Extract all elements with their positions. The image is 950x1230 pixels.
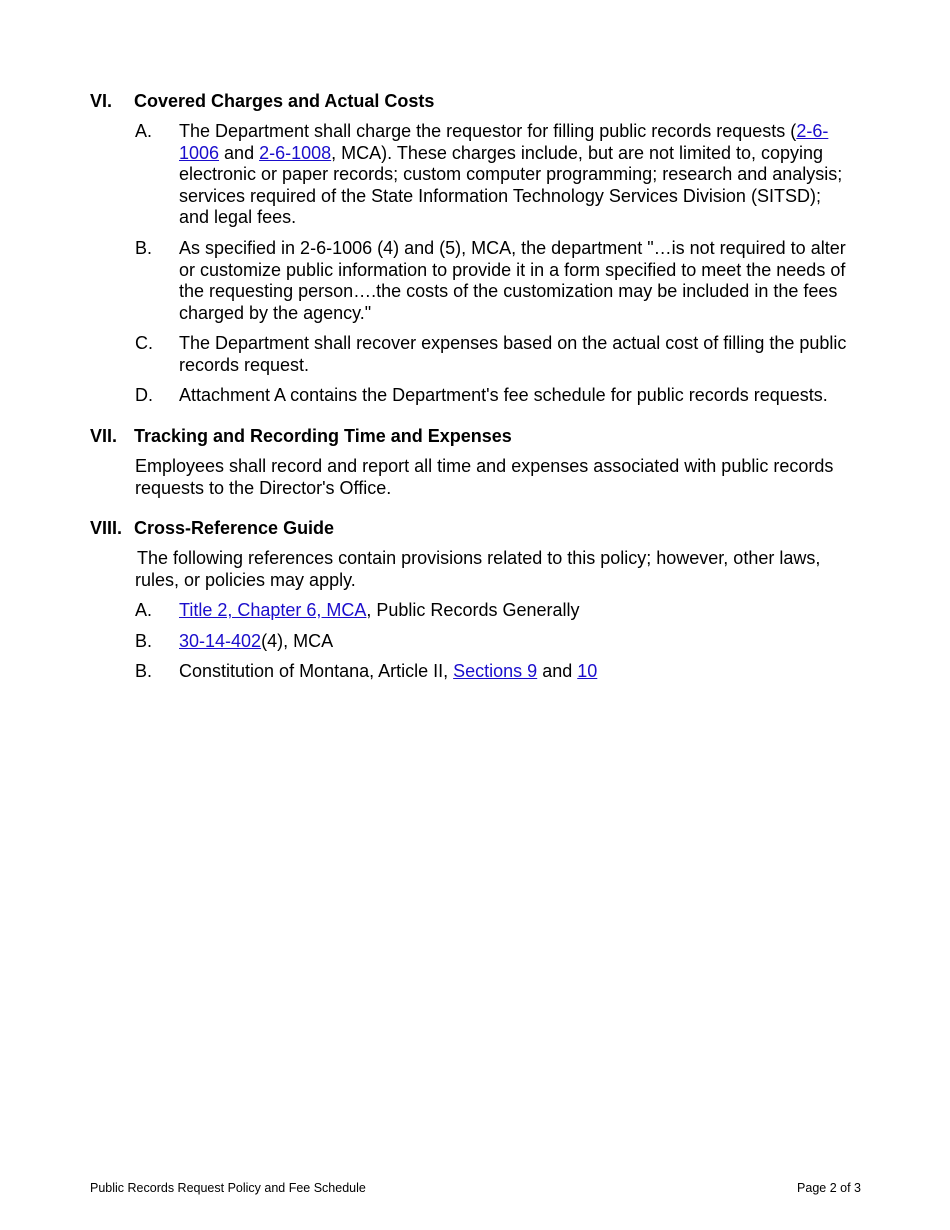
item-text xyxy=(179,600,855,622)
item-letter: A. xyxy=(135,121,153,141)
text-run: , MCA). These charges include, but are not limited to, copying electronic or paper records; custom computer programming; research and analysis; services required of the State Information Technology Services Division (SITSD); and legal fees. xyxy=(179,142,843,227)
footer-page-number: Page 2 of 3 xyxy=(797,1181,861,1195)
item-letter: A. xyxy=(135,600,153,620)
list-item-vi-c xyxy=(135,333,855,376)
text-run: (4), MCA xyxy=(261,631,334,651)
list-item-vi-b xyxy=(135,238,855,324)
text-run: and xyxy=(537,661,578,681)
list-item-vi-a xyxy=(135,121,855,229)
link-title-2-chapter-6[interactable]: Title 2, Chapter 6, MCA xyxy=(179,600,367,620)
footer-title: Public Records Request Policy and Fee Schedule xyxy=(90,1181,366,1195)
text-run: The Department shall charge the requestor for filling public records requests ( xyxy=(179,121,797,141)
link-30-14-402[interactable]: 30-14-402 xyxy=(179,631,262,651)
item-text xyxy=(179,631,855,653)
item-text: As specified in 2-6-1006 (4) and (5), MCA, the department "…is not required to alter or customize public information to provide it in a form specified to meet the needs of the requesting person….the costs of the customization may be included in the fees charged by the agency." xyxy=(179,238,846,323)
section-number: VIII. xyxy=(90,518,123,538)
link-section-10[interactable]: 10 xyxy=(577,661,598,681)
text-run: , Public Records Generally xyxy=(366,600,580,620)
list-item-vi-d xyxy=(135,385,855,407)
item-letter: B. xyxy=(135,631,153,651)
section-vii-paragraph: Employees shall record and report all time and expenses associated with public records requests to the Director's Office. xyxy=(135,456,834,498)
link-sections-9[interactable]: Sections 9 xyxy=(453,661,538,681)
section-vi-heading xyxy=(90,90,870,112)
text-run: Constitution of Montana, Article II, xyxy=(179,661,454,681)
link-2-6-1008[interactable]: 2-6-1008 xyxy=(259,142,332,163)
list-item-viii-b xyxy=(135,631,855,653)
item-text xyxy=(179,661,855,683)
item-text: Attachment A contains the Department's fee schedule for public records requests. xyxy=(179,385,828,405)
text-run: and xyxy=(219,142,260,163)
item-letter: B. xyxy=(135,661,153,681)
item-letter: D. xyxy=(135,385,153,405)
section-number: VI. xyxy=(90,91,113,111)
item-letter: B. xyxy=(135,238,153,258)
section-number: VII. xyxy=(90,426,118,446)
section-viii-heading xyxy=(90,517,870,539)
item-text xyxy=(179,121,855,229)
item-text: The Department shall recover expenses based on the actual cost of filling the public records request. xyxy=(179,333,847,375)
list-item-viii-c xyxy=(135,661,855,683)
item-letter: C. xyxy=(135,333,153,353)
section-title: Covered Charges and Actual Costs xyxy=(134,91,435,111)
section-title: Cross-Reference Guide xyxy=(134,518,335,538)
section-viii-intro: The following references contain provisions related to this policy; however, other laws, rules, or policies may apply. xyxy=(135,548,821,590)
section-vii-heading xyxy=(90,425,870,447)
section-title: Tracking and Recording Time and Expenses xyxy=(134,426,512,446)
link-2-6-1006[interactable]: 2-6-1006 xyxy=(179,121,829,163)
list-item-viii-a xyxy=(135,600,855,622)
